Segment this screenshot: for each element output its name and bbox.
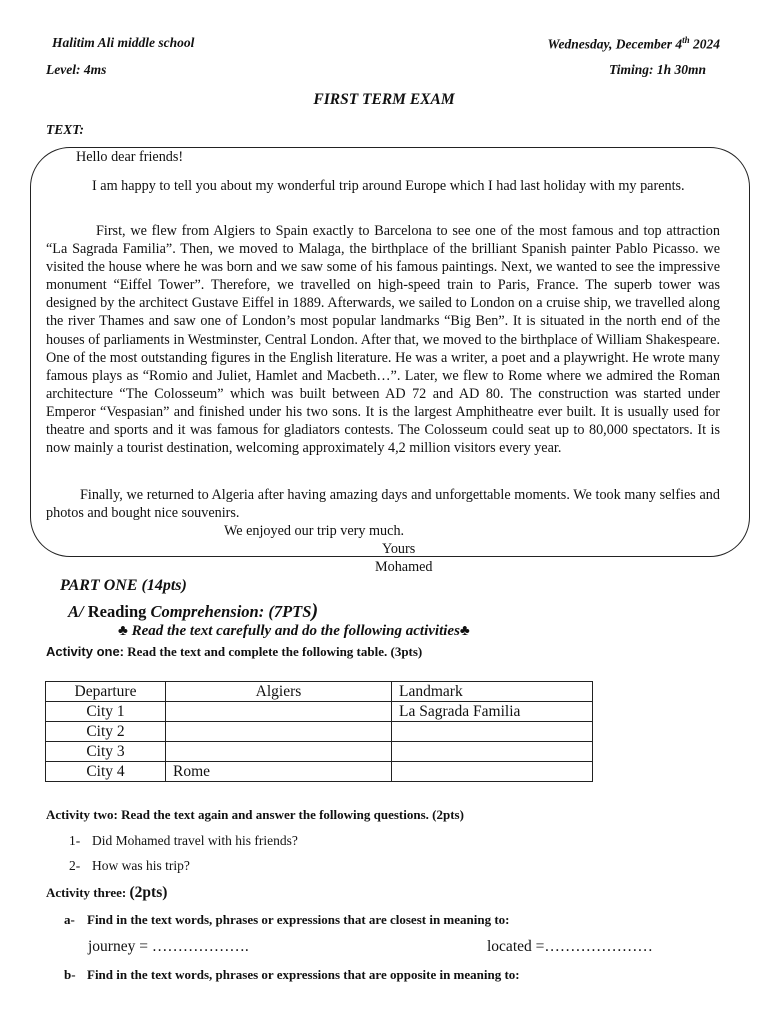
exam-title: FIRST TERM EXAM (313, 91, 455, 108)
letter-greeting: Hello dear friends! (76, 149, 184, 165)
level-label: Level: 4ms (46, 62, 107, 77)
cities-table (45, 681, 593, 782)
activity-one-label: Activity one: (46, 644, 125, 659)
table-cell: City 4 (46, 762, 166, 782)
school-name: Halitim Ali middle school (52, 35, 195, 50)
table-cell: City 3 (46, 742, 166, 762)
table-row (46, 742, 593, 762)
subtask-text: Find in the text words, phrases or expressions that are opposite in meaning to: (87, 967, 520, 982)
table-row (46, 762, 593, 782)
table-cell: City 1 (46, 702, 166, 722)
question-text: How was his trip? (92, 858, 190, 873)
table-cell[interactable] (392, 762, 593, 782)
date-main: Wednesday, December 4 (547, 36, 683, 52)
exam-date (548, 35, 720, 53)
subtask-letter: b- (64, 967, 76, 982)
table-cell[interactable] (166, 742, 392, 762)
letter-paragraph-1: I am happy to tell you about my wonderful trip around Europe which I had last holiday with my parents. (92, 178, 685, 194)
timing-label: Timing: 1h 30mn (608, 62, 706, 77)
letter-yours: Yours (382, 541, 416, 557)
table-cell[interactable] (166, 722, 392, 742)
text-label: TEXT: (46, 122, 84, 137)
synonym-blank-journey[interactable]: journey = ………………. (88, 938, 249, 955)
table-cell: Landmark (392, 682, 593, 702)
date-suffix: th (682, 35, 690, 45)
letter-paragraph-3: Finally, we returned to Algeria after having amazing days and unforgettable moments. We took many selfies and photos and bought nice souvenirs. (46, 487, 720, 522)
reading-comprehension-heading (68, 600, 318, 623)
letter-paragraph-2: First, we flew from Algiers to Spain exactly to Barcelona to see one of the most famous and top attraction “La Sagrada Familia”. Then, we moved to Malaga, the birthplace of the brilliant Spanish painter Pablo Picasso. we visited the house where he was born and we saw some of his famous paintings. Next, we wanted to see the impressive monument “Eiffel Tower”. Therefore, we travelled on high-speed train to Paris, France. The superb tower was designed by the architect Gustave Eiffel in 1889. Afterwards, we sailed to London on a cruise ship, we travelled along the river Thames and saw one of London’s most popular landmarks “Big Ben”. It is situated in the north end of the houses of parliaments in Westminster, Central London. After that, we moved to the birthplace of William Shakespeare. One of the most outstanding figures in the English literature. He was a writer, a poet and a playwright. He wrote many famous plays as “Romio and Juliet, Hamlet and Macbeth…”. Later, we flew to Rome where we admired the Roman architecture “The Colosseum” which was built between AD 72 and AD 80. The construction was started under Emperor “Vespasian” and finished under his two sons. It is the largest Amphitheatre ever built. It is usually used for theatre and sports and it was famous for gladiators contests. The Colosseum could seat up to 80,000 spectators. It is now mainly a tourist destination, welcoming approximately 4,2 million visitors every year. (46, 223, 720, 457)
table-row (46, 682, 593, 702)
subtask-text: Find in the text words, phrases or expressions that are closest in meaning to: (87, 912, 510, 927)
subtask-a (64, 912, 510, 928)
subtask-letter: a- (64, 912, 75, 927)
reading-word: Reading (87, 602, 151, 621)
table-cell[interactable] (392, 742, 593, 762)
question-1 (69, 833, 298, 849)
letter-signature: Mohamed (375, 559, 433, 575)
section-letter: A/ (68, 602, 88, 621)
table-cell: Departure (46, 682, 166, 702)
table-cell: Algiers (166, 682, 392, 702)
synonym-blank-located[interactable]: located =………………… (487, 938, 653, 955)
question-2 (69, 858, 190, 874)
activities-instruction: ♣ Read the text carefully and do the following activities♣ (118, 623, 470, 639)
subtask-b (64, 967, 520, 983)
part-one-heading: PART ONE (14pts) (60, 577, 187, 594)
table-row (46, 722, 593, 742)
activity-one-heading (46, 644, 422, 660)
activity-two-heading: Activity two: Read the text again and answer the following questions. (2pts) (46, 807, 464, 822)
activity-three-heading (46, 884, 167, 902)
table-cell[interactable] (392, 722, 593, 742)
date-year: 2024 (689, 36, 720, 52)
activity-three-points: (2pts) (129, 884, 168, 901)
letter-closing: We enjoyed our trip very much. (224, 523, 405, 539)
question-number: 1- (69, 833, 81, 848)
activity-three-label: Activity three: (46, 885, 130, 900)
table-cell: City 2 (46, 722, 166, 742)
table-cell: La Sagrada Familia (392, 702, 593, 722)
table-row (46, 702, 593, 722)
table-cell: Rome (166, 762, 392, 782)
table-cell[interactable] (166, 702, 392, 722)
question-text: Did Mohamed travel with his friends? (92, 833, 298, 848)
closing-paren: ) (311, 600, 319, 622)
comprehension-word: Comprehension: (7PTS (150, 602, 312, 621)
activity-one-text: Read the text and complete the following table. (3pts) (124, 644, 423, 659)
question-number: 2- (69, 858, 81, 873)
